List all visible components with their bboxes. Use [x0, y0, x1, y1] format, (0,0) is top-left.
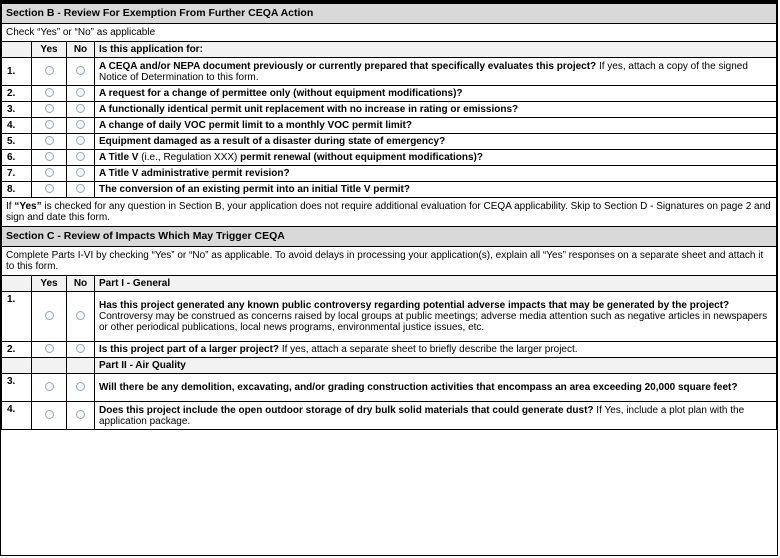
- no-radio[interactable]: [76, 104, 85, 113]
- yes-radio[interactable]: [45, 410, 54, 419]
- yes-header: Yes: [32, 276, 67, 292]
- yes-radio[interactable]: [45, 88, 54, 97]
- section-b-instruction: Check “Yes” or “No” as applicable: [2, 24, 777, 42]
- no-header: No: [67, 42, 95, 58]
- section-c-instruction: Complete Parts I-VI by checking “Yes” or “No” as applicable. To avoid delays in processing your application(s), explain all “Yes” responses on a separate sheet and attach it to this form.: [2, 247, 777, 276]
- footer-pre: If: [6, 201, 15, 212]
- question-text: [95, 150, 777, 166]
- section-b-header-row: [2, 42, 777, 58]
- no-radio[interactable]: [76, 168, 85, 177]
- question-bold-end: permit renewal (without equipment modifications)?: [240, 152, 483, 163]
- ceqa-form-table: [1, 3, 777, 430]
- no-radio[interactable]: [76, 88, 85, 97]
- question-note: If Yes, include a plot plan with the application package.: [99, 404, 745, 427]
- question-bold: A CEQA and/or NEPA document previously or currently prepared that specifically evaluates this project?: [99, 60, 597, 72]
- no-radio[interactable]: [76, 136, 85, 145]
- question-text: A Title V administrative permit revision?: [95, 166, 777, 182]
- table-row: [2, 102, 777, 118]
- question-text: A request for a change of permittee only (without equipment modifications)?: [95, 86, 777, 102]
- question-note: If yes, attach a separate sheet to briefly describe the larger project.: [279, 344, 578, 355]
- part-2-header-row: [2, 358, 777, 374]
- row-number: 7.: [2, 166, 32, 182]
- yes-radio[interactable]: [45, 136, 54, 145]
- table-row: [2, 150, 777, 166]
- section-c-title: Section C - Review of Impacts Which May Trigger CEQA: [2, 227, 777, 247]
- question-text: Will there be any demolition, excavating, and/or grading construction activities that encompass an area exceeding 20,000 square feet?: [95, 374, 777, 402]
- table-row: [2, 86, 777, 102]
- question-bold: Does this project include the open outdoor storage of dry bulk solid materials that could generate dust?: [99, 404, 594, 416]
- no-header: No: [67, 276, 95, 292]
- table-row: [2, 58, 777, 86]
- row-number: 3.: [2, 102, 32, 118]
- question-text: Equipment damaged as a result of a disaster during state of emergency?: [95, 134, 777, 150]
- no-radio[interactable]: [76, 311, 85, 320]
- row-number: 4.: [2, 118, 32, 134]
- question-bold: Is this project part of a larger project?: [99, 344, 280, 355]
- table-row: [2, 118, 777, 134]
- question-note: (i.e., Regulation XXX): [138, 152, 241, 163]
- yes-radio[interactable]: [45, 382, 54, 391]
- row-number: 8.: [2, 182, 32, 198]
- table-row: [2, 342, 777, 358]
- row-number: 1.: [2, 292, 32, 342]
- footer-yes: “Yes”: [14, 201, 42, 212]
- question-text: A functionally identical permit unit replacement with no increase in rating or emissions?: [95, 102, 777, 118]
- no-radio[interactable]: [76, 152, 85, 161]
- row-number: 4.: [2, 402, 32, 430]
- question-text: [95, 402, 777, 430]
- yes-radio[interactable]: [45, 168, 54, 177]
- question-text: A change of daily VOC permit limit to a monthly VOC permit limit?: [95, 118, 777, 134]
- table-row: [2, 134, 777, 150]
- table-row: [2, 402, 777, 430]
- question-note: If yes, attach a copy of the signed Notice of Determination to this form.: [99, 60, 748, 83]
- no-radio[interactable]: [76, 184, 85, 193]
- section-b-footer: [2, 198, 777, 227]
- yes-radio[interactable]: [45, 184, 54, 193]
- number-header: [2, 276, 32, 292]
- section-c-header-row: [2, 276, 777, 292]
- yes-radio[interactable]: [45, 152, 54, 161]
- no-radio[interactable]: [76, 410, 85, 419]
- question-text: [95, 58, 777, 86]
- yes-radio[interactable]: [45, 311, 54, 320]
- row-number: 5.: [2, 134, 32, 150]
- question-bold: Has this project generated any known public controversy regarding potential adverse impacts that may be generated by the project?: [99, 300, 730, 311]
- yes-radio[interactable]: [45, 104, 54, 113]
- question-note: Controversy may be construed as concerns raised by local groups at public meetings; adverse media attention such as negative articles in newspapers or other periodical publications, local news programs, environmental justice issues, etc.: [99, 311, 768, 333]
- table-row: [2, 182, 777, 198]
- row-number: 1.: [2, 58, 32, 86]
- section-b-title: Section B - Review For Exemption From Further CEQA Action: [2, 4, 777, 24]
- yes-radio[interactable]: [45, 120, 54, 129]
- number-header: [2, 42, 32, 58]
- yes-radio[interactable]: [45, 66, 54, 75]
- table-row: [2, 166, 777, 182]
- table-row: [2, 292, 777, 342]
- footer-post: is checked for any question in Section B, your application does not require additional evaluation for CEQA applicability. Skip to Section D - Signatures on page 2 and sign and date this form.: [6, 201, 771, 223]
- question-header: Is this application for:: [95, 42, 777, 58]
- row-number: 6.: [2, 150, 32, 166]
- no-radio[interactable]: [76, 66, 85, 75]
- question-bold: A Title V: [99, 152, 139, 163]
- question-text: [95, 342, 777, 358]
- no-radio[interactable]: [76, 382, 85, 391]
- row-number: 3.: [2, 374, 32, 402]
- row-number: 2.: [2, 86, 32, 102]
- yes-header: Yes: [32, 42, 67, 58]
- question-text: The conversion of an existing permit into an initial Title V permit?: [95, 182, 777, 198]
- table-row: [2, 374, 777, 402]
- no-radio[interactable]: [76, 120, 85, 129]
- yes-radio[interactable]: [45, 344, 54, 353]
- part-2-header: Part II - Air Quality: [95, 358, 777, 374]
- question-text: [95, 292, 777, 342]
- no-radio[interactable]: [76, 344, 85, 353]
- row-number: 2.: [2, 342, 32, 358]
- part-1-header: Part I - General: [95, 276, 777, 292]
